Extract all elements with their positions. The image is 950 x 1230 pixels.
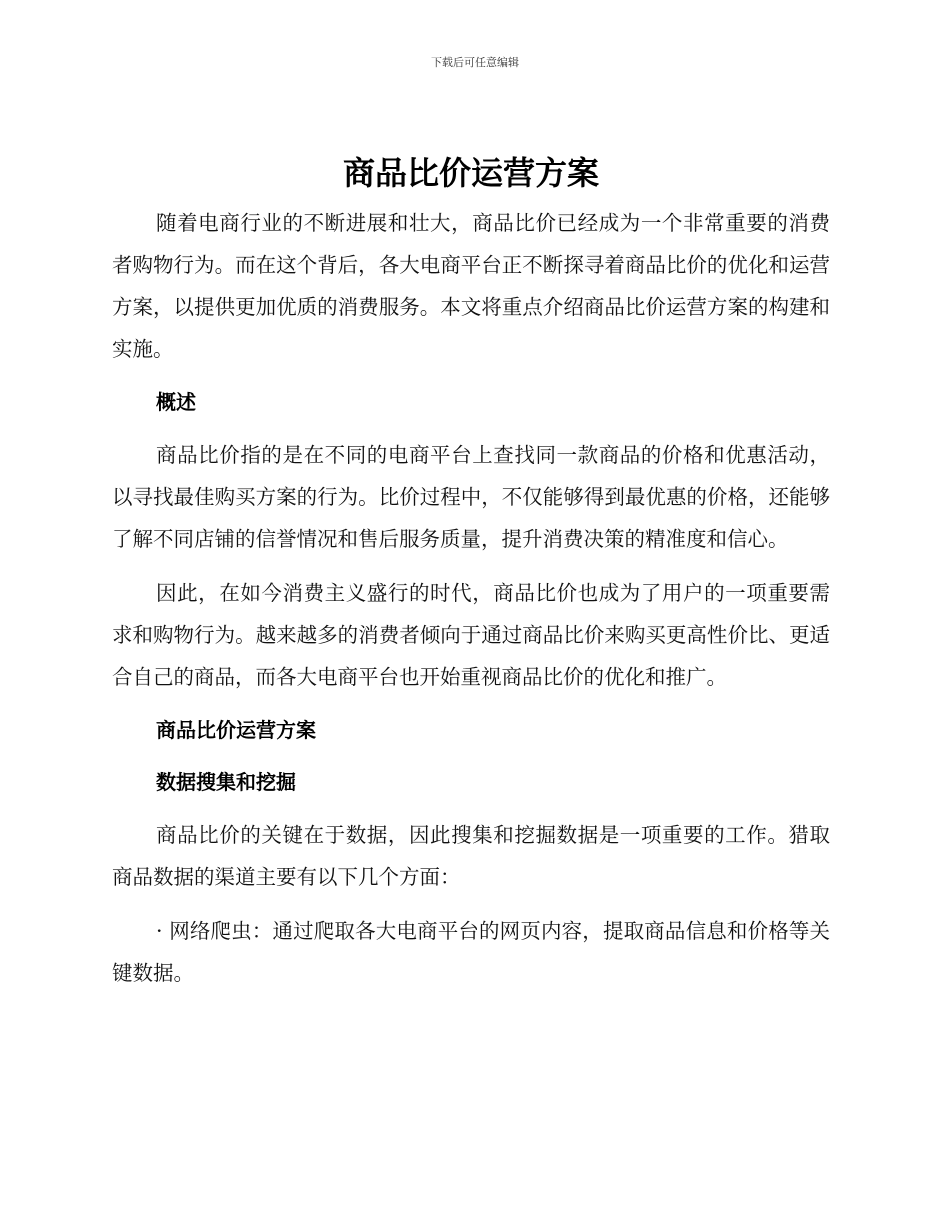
header-note: 下载后可任意编辑 xyxy=(431,56,519,69)
section-heading-operations-plan: 商品比价运营方案 xyxy=(156,718,316,742)
document-body xyxy=(112,148,830,994)
data-collection-paragraph: 商品比价的关键在于数据，因此搜集和挖掘数据是一项重要的工作。猎取商品数据的渠道主要有以下几个方面： xyxy=(112,823,830,889)
overview-paragraph-2: 因此，在如今消费主义盛行的时代，商品比价也成为了用户的一项重要需求和购物行为。越来越多的消费者倾向于通过商品比价来购买更高性价比、更适合自己的商品，而各大电商平台也开始重视商品比价的优化和推广。 xyxy=(112,581,830,689)
document-title: 商品比价运营方案 xyxy=(342,154,599,192)
subsection-heading-data-collection: 数据搜集和挖掘 xyxy=(156,770,296,794)
overview-paragraph-1: 商品比价指的是在不同的电商平台上查找同一款商品的价格和优惠活动，以寻找最佳购买方案的行为。比价过程中，不仅能够得到最优惠的价格，还能够了解不同店铺的信誉情况和售后服务质量，提升消费决策的精准度和信心。 xyxy=(112,443,830,551)
bullet-web-crawler: · 网络爬虫：通过爬取各大电商平台的网页内容，提取商品信息和价格等关键数据。 xyxy=(112,919,830,985)
intro-paragraph: 随着电商行业的不断进展和壮大，商品比价已经成为一个非常重要的消费者购物行为。而在这个背后，各大电商平台正不断探寻着商品比价的优化和运营方案，以提供更加优质的消费服务。本文将重点介绍商品比价运营方案的构建和实施。 xyxy=(112,211,830,361)
section-heading-overview: 概述 xyxy=(156,390,196,414)
